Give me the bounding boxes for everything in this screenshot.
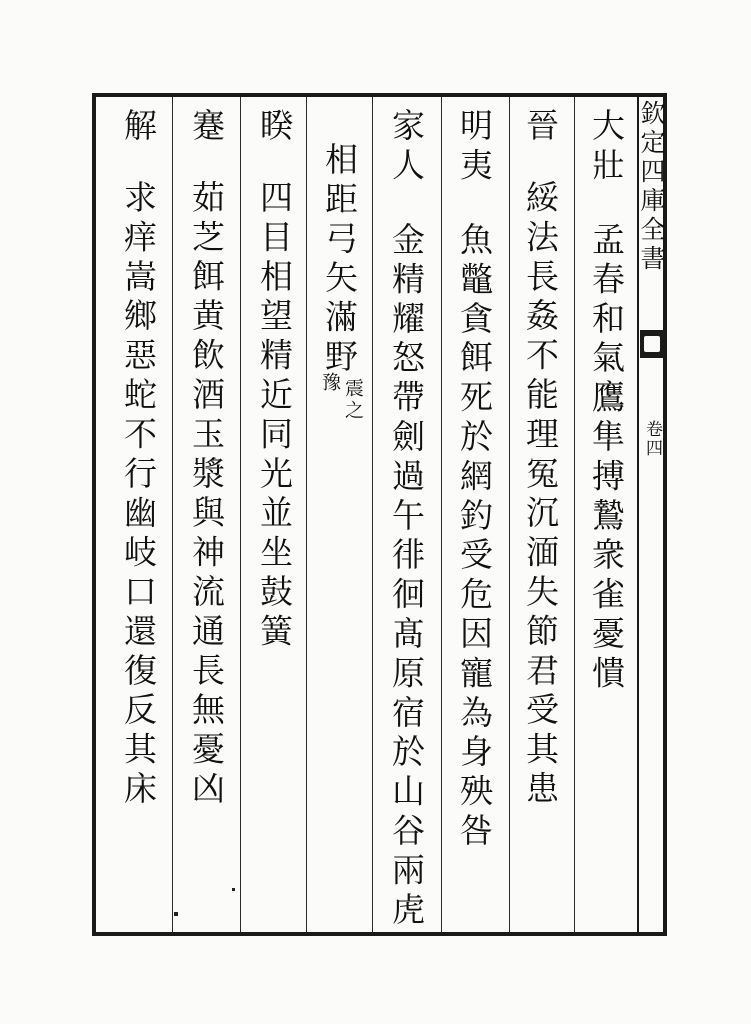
column-divider	[441, 97, 442, 932]
hexagram-heading: 家人	[387, 108, 426, 187]
hexagram-heading: 明夷	[455, 108, 494, 187]
column-divider	[509, 97, 510, 932]
hexagram-heading: 大壯	[587, 108, 626, 187]
verse-text: 金精耀怒帶劍過午徘徊髙原宿於山谷兩虎	[387, 222, 426, 932]
fishtail-mark-icon	[640, 330, 664, 358]
scan-speck	[232, 888, 235, 891]
verse-text: 求痒嵩鄉惡蛇不行幽岐口還復反其床	[119, 180, 158, 811]
column-divider	[306, 97, 307, 932]
hexagram-heading: 睽	[255, 108, 294, 148]
column-divider	[172, 97, 173, 932]
hexagram-heading: 解	[119, 108, 158, 148]
annotation-note: 豫	[319, 372, 341, 394]
margin-book-title: 欽定四庫全書	[637, 100, 666, 274]
verse-continuation: 相距弓矢滿野	[320, 142, 359, 379]
column-divider	[240, 97, 241, 932]
hexagram-heading: 蹇	[187, 108, 226, 148]
margin-volume-label: 卷四	[642, 420, 662, 458]
verse-text: 魚鼈貪餌死於網釣受危因寵為身殃咎	[455, 222, 494, 853]
column-divider	[372, 97, 373, 932]
verse-text: 茹芝餌黄飲酒玉漿與神流通長無憂凶	[187, 180, 226, 811]
page-frame	[92, 93, 667, 936]
column-divider	[574, 97, 575, 932]
scan-speck	[174, 912, 178, 916]
annotation-note: 震之	[342, 378, 364, 422]
verse-text: 綏法長姦不能理冤沉湎失節君受其患	[521, 180, 560, 811]
verse-text: 四目相望精近同光並坐鼓簧	[255, 180, 294, 653]
hexagram-heading: 晉	[521, 108, 560, 148]
verse-text: 孟春和氣鷹隼搏鷙衆雀憂憒	[587, 222, 626, 695]
